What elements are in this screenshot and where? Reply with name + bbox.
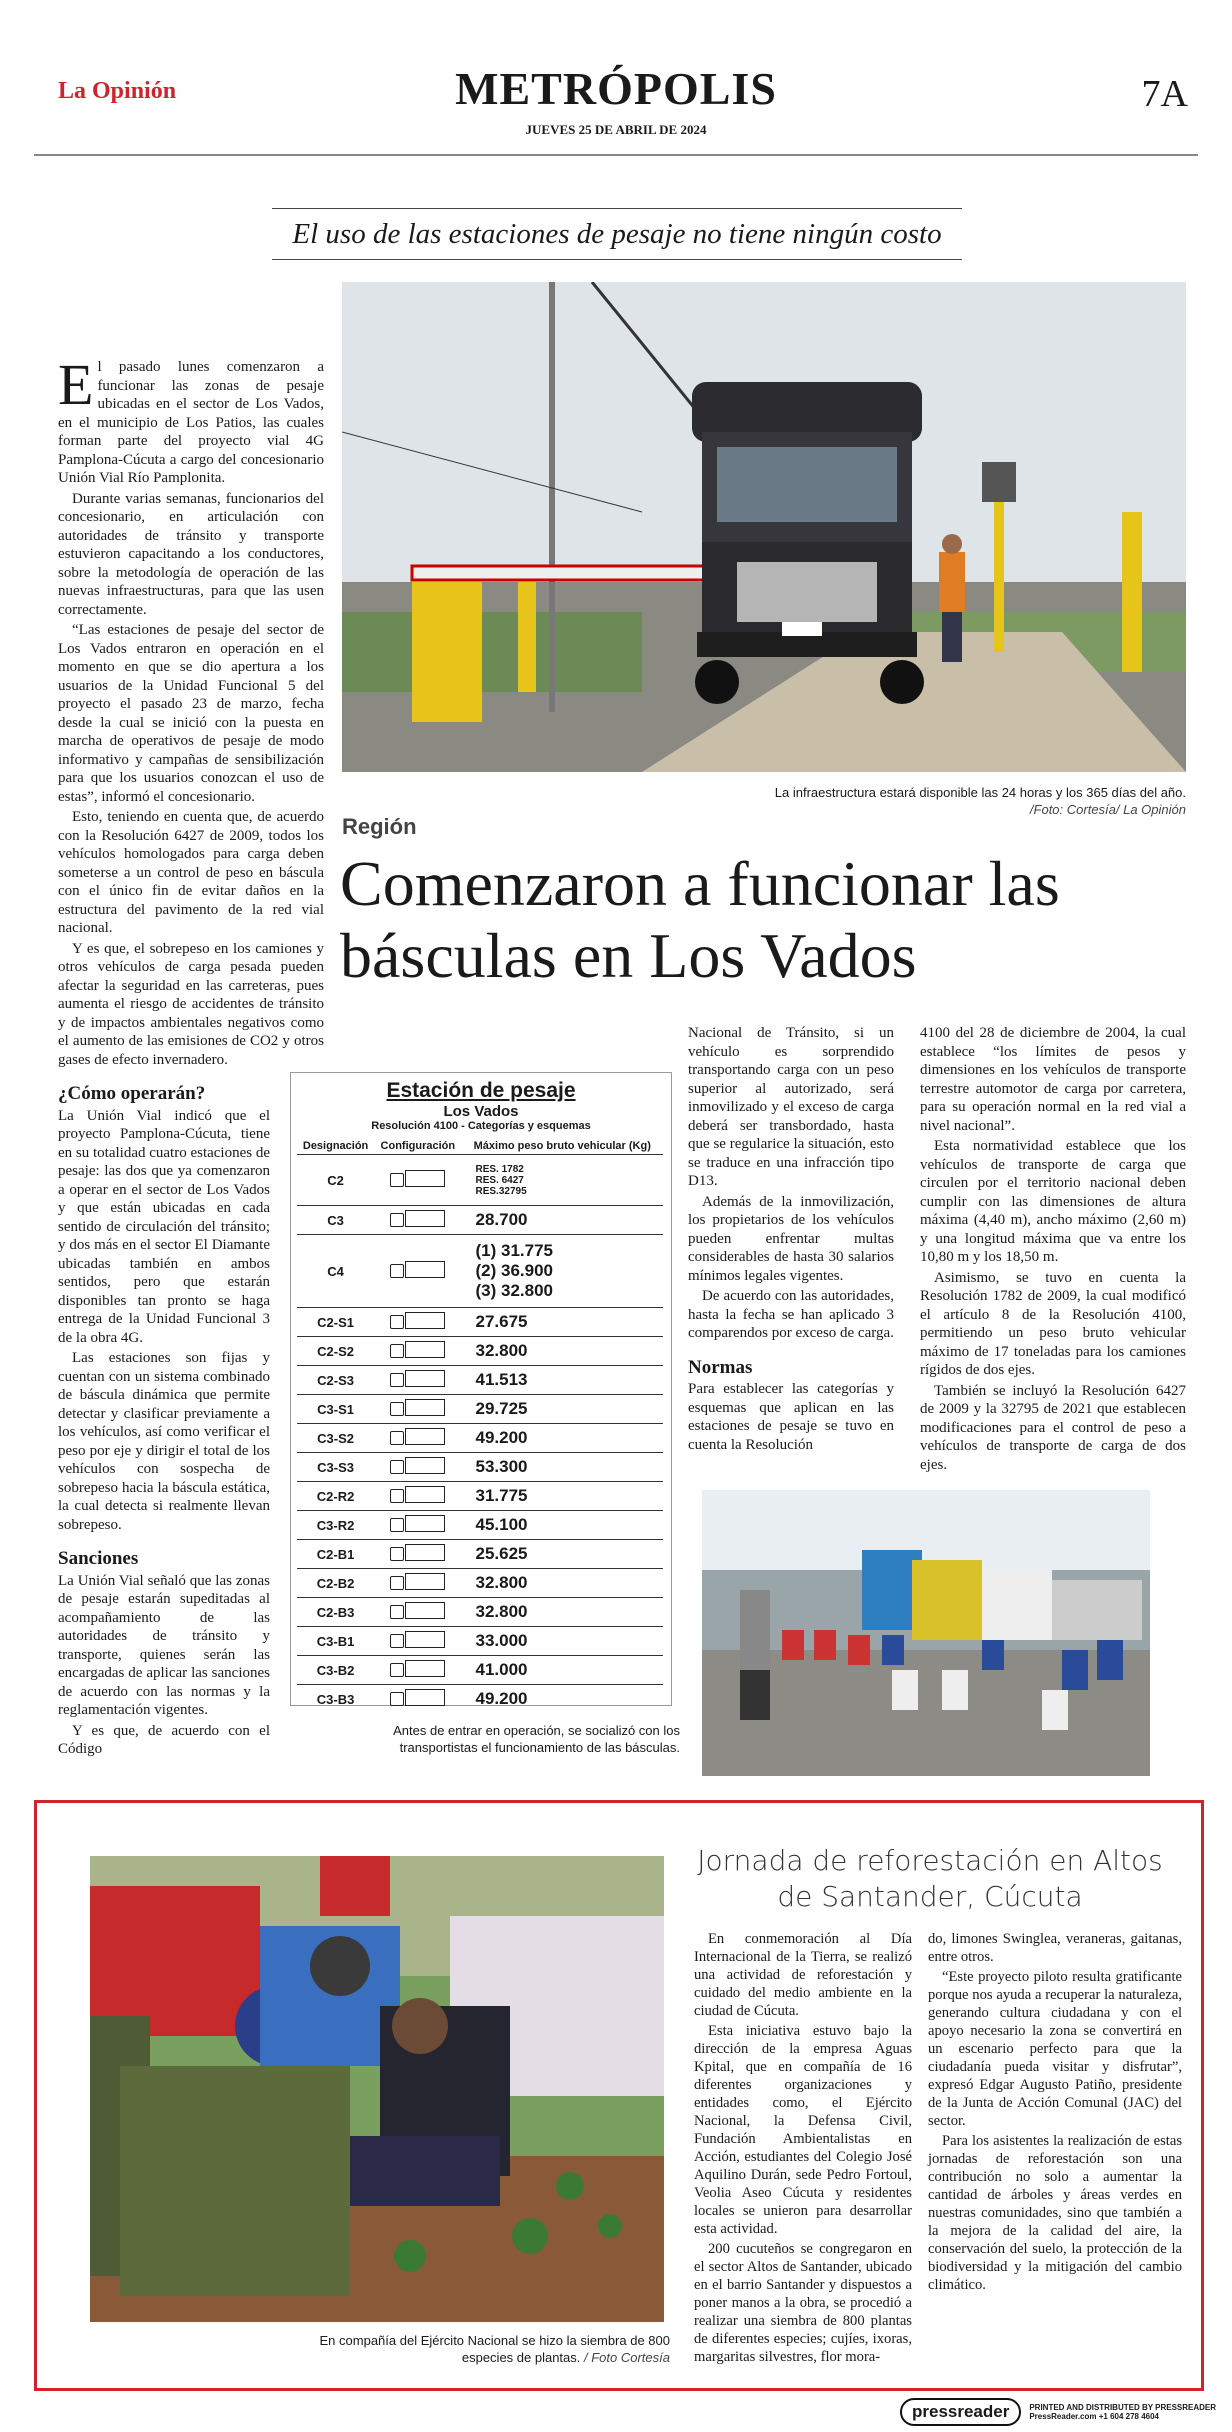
max-weight-cell: RES. 1782 RES. 6427 RES.32795 [461,1155,663,1206]
designation-cell: C2-S3 [297,1366,374,1395]
truck-icon [390,1210,446,1228]
paragraph: “Este proyecto piloto resulta gratificante porque nos ayuda a recuperar la naturaleza, generando cultura ciudadana y con el apoyo necesario la zona se convertirá en un escenario perfecto para que la ciudadanía pueda visitar y disfrutar”, expresó Edgar Augusto Patiño, presidente de la Junta de Acción Comunal (JAC) del sector. [928,1969,1182,2129]
reforestation-headline: Jornada de reforestación en Altos de Santander, Cúcuta [697,1844,1163,1913]
truck-icon [390,1573,446,1591]
truck-icon [390,1486,446,1504]
max-weight-cell: 41.000 [461,1656,663,1685]
truck-icon [390,1689,446,1707]
designation-cell: C2 [297,1155,374,1206]
max-weight-cell: 32.800 [461,1569,663,1598]
table-row [297,1235,663,1308]
truck-icon [390,1312,446,1330]
pressreader-line-1: PRINTED AND DISTRIBUTED BY PRESSREADER [1029,2403,1217,2412]
designation-cell: C2-B3 [297,1598,374,1627]
table-title: Estación de pesaje [386,1079,576,1102]
dropcap: E [58,352,94,417]
paragraph: Y es que, de acuerdo con el Código [58,1722,270,1757]
paragraph: Esto, teniendo en cuenta que, de acuerdo con la Resolución 6427 de 2009, todos los vehículos homologados para carga deben someterse a un control de peso en báscula con el único fin de evitar daños en la estructura del pavimento de la red vial nacional. [58,809,324,936]
table-row [297,1540,663,1569]
paragraph: Nacional de Tránsito, si un vehículo es sorprendido transportando carga con un peso superior al autorizado, será inmovilizado y el exceso de carga deberá ser transbordado, hasta que se regularice la situación, esto se traduce en una infracción tipo D13. [688,1025,894,1189]
paragraph: En conmemoración al Día Internacional de la Tierra, se realizó una actividad de reforestación y cuidado del medio ambiente en la ciudad de Cúcuta. [694,1931,912,2019]
table-subtitle: Los Vados [443,1103,519,1120]
photo1-caption [760,784,1186,818]
paragraph: Esta normatividad establece que los vehículos de transporte de carga que circulen por el territorio nacional deben cumplir con las dimensiones de altura máxima (4,40 m), ancho máximo (2,60 m) y una longitud máxima que va entre los 10,80 m y los 18,50 m. [920,1138,1186,1265]
paragraph: do, limones Swinglea, veraneras, gaitanas, entre otros. [928,1931,1182,1965]
pressreader-text [1029,2403,1216,2421]
paragraph: Durante varias semanas, funcionarios del concesionario, en articulación con autoridades de tránsito y transporte estuvieron capacitando a los conductores, sobre la metodología de operación de las nuevas infraestructuras, para que las usen correctamente. [58,490,324,618]
max-weight-cell: 29.725 [461,1395,663,1424]
column-header: Máximo peso bruto vehicular (Kg) [461,1138,663,1155]
paragraph: “Las estaciones de pesaje del sector de Los Vados entraron en operación en el momento en que se dio apertura a los usuarios de la Unidad Funcional 5 del proyecto el pasado 23 de marzo, fecha desde la cual se inició con la puesta en marcha de operativos de pesaje de modo informativo y campañas de sensibilización para que los usuarios conozcan el uso de estas”, informó el concesionario. [58,622,324,805]
table-caption: Antes de entrar en operación, se socializó con los transportistas el funcionamiento de las básculas. [393,1723,680,1755]
table-row [297,1482,663,1511]
subheading: ¿Cómo operarán? [58,1083,206,1104]
designation-cell: C3-S2 [297,1424,374,1453]
max-weight-cell: 49.200 [461,1424,663,1453]
max-weight-cell: 27.675 [461,1308,663,1337]
socialization-photo [702,1490,1150,1776]
designation-cell: C3-S3 [297,1453,374,1482]
paragraph: Para los asistentes la realización de estas jornadas de reforestación son una contribución no solo a aumentar la cantidad de árboles y áreas verdes en nuestras comunidades, sino que también a la mejora de la calidad del aire, la conservación del suelo, la protección de la biodiversidad y la mitigación del cambio climático. [928,2133,1182,2293]
reforestation-column-2 [928,1930,1182,2296]
page-number: 7A [1141,73,1188,115]
max-weight-cell: 28.700 [461,1206,663,1235]
configuration-cell [374,1685,461,1714]
left-column [58,352,324,1761]
truck-icon [390,1170,446,1188]
max-weight-cell: 49.200 [461,1685,663,1714]
truck-icon [390,1399,446,1417]
headline: Comenzaron a funcionar las básculas en Los Vados [340,848,1060,991]
designation-cell: C3-R2 [297,1511,374,1540]
section-label: Región [342,814,417,839]
configuration-cell [374,1155,461,1206]
photo1-credit: /Foto: Cortesía/ La Opinión [1029,802,1186,817]
configuration-cell [374,1308,461,1337]
reforestation-caption [290,2332,670,2366]
configuration-cell [374,1482,461,1511]
paragraph: Esta iniciativa estuvo bajo la dirección de la empresa Aguas Kpital, que en compañía de 16 diferentes organizaciones y entidades como, el Ejército Nacional, la Defensa Civil, Fundación Ambientalistas en Acción, estudiantes del Colegio José Aquilino Durán, sede Pedro Fortoul, Veolia Aseo Cúcuta y residentes locales se unieron para desarrollar esta actividad. [694,2023,912,2237]
issue-date: JUEVES 25 DE ABRIL DE 2024 [525,122,707,137]
configuration-cell [374,1598,461,1627]
table-row [297,1598,663,1627]
table-row [297,1685,663,1714]
truck-icon [390,1457,446,1475]
designation-cell: C2-B1 [297,1540,374,1569]
reforestation-caption-text: En compañía del Ejército Nacional se hizo la siembra de 800 especies de plantas. [319,2333,670,2365]
max-weight-cell: 32.800 [461,1598,663,1627]
lead-text: l pasado lunes comenzaron a funcionar las zonas de pesaje ubicadas en el sector de Los Vados, en el municipio de Los Patios, las cuales forman parte del proyecto vial 4G Pamplona-Cúcuta a cargo del concesionario Unión Vial Río Pamplonita. [58,359,324,486]
table-row [297,1424,663,1453]
paragraph: Y es que, el sobrepeso en los camiones y otros vehículos de carga pesada pueden afectar la seguridad en las carreteras, pues aumenta el riesgo de accidentes de tránsito y de impactos ambientales negativos como el aumento de las emisiones de CO2 y otros gases de efecto invernadero. [58,940,324,1068]
max-weight-cell: 45.100 [461,1511,663,1540]
paragraph: Las estaciones son fijas y cuentan con un sistema combinado de báscula dinámica que permite detectar y clasificar previamente a los vehículos, así como verificar el peso por eje y dirigir el total de los vehículos con sospecha de sobrepeso hacia la báscula estática, la cual detecta si realmente llevan sobrepeso. [58,1350,270,1533]
column-header: Configuración [374,1138,461,1155]
table-row [297,1453,663,1482]
weigh-station-table [290,1072,672,1706]
weigh-station-photo [342,282,1186,772]
newspaper-logo: La Opinión [58,78,177,104]
paragraph: Además de la inmovilización, los propietarios de los vehículos pueden enfrentar multas considerables de hasta 30 salarios mínimos legales vigentes. [688,1193,894,1284]
right-column [920,1024,1186,1476]
pressreader-logo: pressreader [900,2398,1021,2426]
configuration-cell [374,1235,461,1308]
paragraph: La Unión Vial señaló que las zonas de pesaje estarán supeditadas al acompañamiento de las autoridades de tránsito y transporte, quienes serán las encargadas de aplicar las sanciones de acuerdo con las normas y la reglamentación vigentes. [58,1572,270,1718]
designation-cell: C2-B2 [297,1569,374,1598]
middle-column [688,1024,894,1456]
pressreader-footer[interactable] [900,2396,1230,2428]
designation-cell: C2-S2 [297,1337,374,1366]
paragraph: La Unión Vial indicó que el proyecto Pamplona-Cúcuta, tiene en su totalidad cuatro estaciones de pesaje: las dos que ya comenzaron a operar en el sector de Los Vados y que están ubicadas en cada sentido de circulación del tránsito; y dos más en el sector El Diamante ubicadas también en ambos sentidos, pero que estarán disponibles tan pronto se haga entrega de la Unidad Funcional 3 de la obra 4G. [58,1107,271,1346]
designation-cell: C4 [297,1235,374,1308]
paragraph: También se incluyó la Resolución 6427 de 2009 y la 32795 de 2021 que establecen modificaciones para el control de peso a vehículos de transporte de carga de dos ejes. [920,1382,1186,1473]
max-weight-cell: 33.000 [461,1627,663,1656]
column-header: Designación [297,1138,374,1155]
configuration-cell [374,1453,461,1482]
truck-icon [390,1341,446,1359]
configuration-cell [374,1395,461,1424]
table-row [297,1569,663,1598]
configuration-cell [374,1656,461,1685]
designation-cell: C3-B1 [297,1627,374,1656]
reforestation-credit: / Foto Cortesía [584,2350,670,2365]
table-row [297,1337,663,1366]
designation-cell: C3-S1 [297,1395,374,1424]
section-title: METRÓPOLIS [455,63,777,114]
table-row [297,1627,663,1656]
truck-icon [390,1602,446,1620]
configuration-cell [374,1337,461,1366]
table-row [297,1308,663,1337]
table-row [297,1366,663,1395]
reforestation-photo [90,1856,664,2322]
configuration-cell [374,1366,461,1395]
subheading: Sanciones [58,1548,139,1569]
designation-cell: C2-S1 [297,1308,374,1337]
designation-cell: C2-R2 [297,1482,374,1511]
photo1-caption-text: La infraestructura estará disponible las 24 horas y los 365 días del año. [774,785,1186,800]
truck-icon [390,1428,446,1446]
paragraph: 200 cucuteños se congregaron en el sector Altos de Santander, ubicado en el barrio Santander y dispuestos a poner manos a la obra, se procedió a realizar una siembra de 800 plantas de diferentes especies; cujíes, ixoras, margaritas silvestres, flor mora- [694,2241,912,2365]
max-weight-cell: 25.625 [461,1540,663,1569]
paragraph: Para establecer las categorías y esquemas que aplican en las estaciones de pesaje se tuvo en cuenta la Resolución [688,1381,894,1453]
truck-icon [390,1515,446,1533]
reforestation-column-1 [694,1930,912,2368]
table-row [297,1206,663,1235]
truck-icon [390,1544,446,1562]
table-row [297,1511,663,1540]
truck-icon [390,1370,446,1388]
subheading: Normas [688,1356,753,1378]
max-weight-cell: (1) 31.775 (2) 36.900 (3) 32.800 [461,1235,663,1308]
weights-table [297,1138,663,1713]
designation-cell: C3-B3 [297,1685,374,1714]
max-weight-cell: 53.300 [461,1453,663,1482]
pressreader-line-2: PressReader.com +1 604 278 4604 [1029,2412,1159,2421]
table-row [297,1155,663,1206]
configuration-cell [374,1569,461,1598]
table-subtitle-2: Resolución 4100 - Categorías y esquemas [371,1120,591,1132]
max-weight-cell: 32.800 [461,1337,663,1366]
paragraph: Asimismo, se tuvo en cuenta la Resolución 1782 de 2009, la cual modificó el artículo 8 de la Resolución 4100, permitiendo un peso bruto vehicular máximo de 17 toneladas para los camiones rígidos de dos ejes. [920,1269,1186,1378]
max-weight-cell: 41.513 [461,1366,663,1395]
header-divider [34,154,1198,156]
paragraph: 4100 del 28 de diciembre de 2004, la cual establece “los límites de pesos y dimensiones en los vehículos de transporte terrestre automotor de carga por carretera, para su operación normal en la red vial a nivel nacional”. [920,1025,1186,1134]
table-row [297,1395,663,1424]
kicker: El uso de las estaciones de pesaje no tiene ningún costo [272,208,962,260]
table-row [297,1656,663,1685]
truck-icon [390,1660,446,1678]
truck-icon [390,1631,446,1649]
truck-icon [390,1261,446,1279]
max-weight-cell: 31.775 [461,1482,663,1511]
configuration-cell [374,1511,461,1540]
paragraph: De acuerdo con las autoridades, hasta la fecha se han aplicado 3 comparendos por exceso de carga. [688,1288,894,1341]
configuration-cell [374,1627,461,1656]
designation-cell: C3-B2 [297,1656,374,1685]
designation-cell: C3 [297,1206,374,1235]
configuration-cell [374,1424,461,1453]
lead-paragraph [58,352,324,488]
configuration-cell [374,1540,461,1569]
configuration-cell [374,1206,461,1235]
